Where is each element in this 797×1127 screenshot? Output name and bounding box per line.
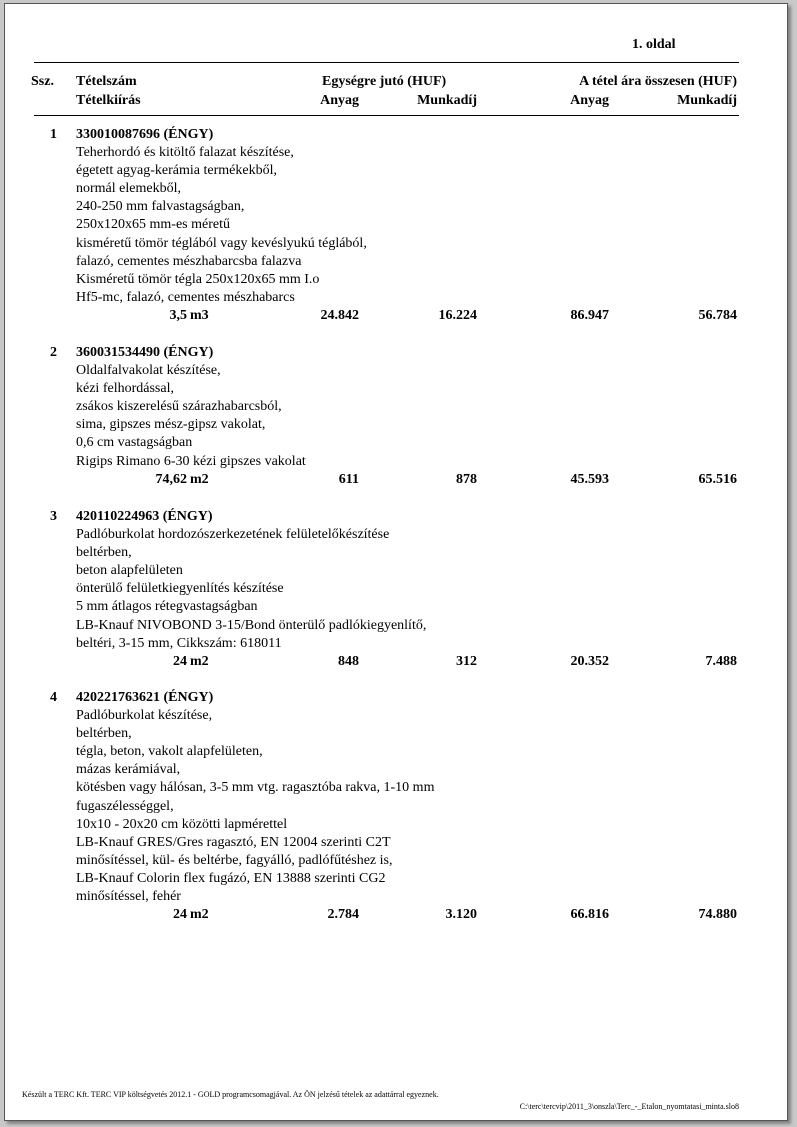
item-line: mázas kerámiával,	[76, 762, 181, 778]
item-line: normál elemekből,	[76, 181, 181, 197]
item-description	[76, 144, 367, 307]
item-line: 250x120x65 mm-es méretű	[76, 217, 230, 233]
item-line: LB-Knauf Colorin flex fugázó, EN 13888 szerinti CG2	[76, 870, 386, 886]
item-line: Hf5-mc, falazó, cementes mészhabarcs	[76, 289, 295, 305]
header-total-anyag: Anyag	[570, 93, 609, 108]
item-total-labor: 56.784	[698, 308, 737, 323]
item-line: beton alapfelületen	[76, 563, 183, 579]
header-total-munkadij: Munkadíj	[677, 93, 737, 108]
item-total-material: 20.352	[570, 654, 609, 669]
item-unit-material: 24.842	[320, 308, 359, 323]
item-values-row	[5, 653, 787, 671]
item-values-row	[5, 471, 787, 489]
item-total-labor: 74.880	[698, 907, 737, 922]
item-line: Kisméretű tömör tégla 250x120x65 mm I.o	[76, 271, 320, 287]
item-unit-material: 611	[338, 472, 359, 487]
item-line: Teherhordó és kitöltő falazat készítése,	[76, 145, 294, 161]
item-unit-labor: 16.224	[438, 308, 477, 323]
header-munkadij: Munkadíj	[417, 93, 477, 108]
item-number: 3	[50, 509, 57, 524]
item-values-row	[5, 307, 787, 325]
item-description	[76, 707, 434, 906]
item-number: 4	[50, 690, 57, 705]
item-line: kézi felhordással,	[76, 381, 174, 397]
item-line: beltérben,	[76, 726, 132, 742]
item-quantity: 3,5	[169, 308, 187, 323]
item-total-material: 66.816	[570, 907, 609, 922]
item-line: tégla, beton, vakolt alapfelületen,	[76, 744, 263, 760]
item-description	[76, 526, 426, 653]
item-line: minősítéssel, fehér	[76, 889, 181, 905]
item-line: minősítéssel, kül- és beltérbe, fagyálló, padlófűtéshez is,	[76, 852, 393, 868]
item-code: 420221763621 (ÉNGY)	[76, 690, 214, 705]
item-total-labor: 7.488	[705, 654, 737, 669]
item-total-material: 86.947	[570, 308, 609, 323]
item-unit-material: 2.784	[327, 907, 359, 922]
item-line: 240-250 mm falvastagságban,	[76, 199, 245, 215]
item-values-row	[5, 906, 787, 924]
item-code: 420110224963 (ÉNGY)	[76, 509, 213, 524]
header-bottom-rule	[34, 115, 739, 116]
footer-credit: Készült a TERC Kft. TERC VIP költségvetés 2012.1 - GOLD programcsomagjával. Az ÖN jelzésű tételek az adattárral egyeznek.	[22, 1090, 439, 1099]
item-line: beltéri, 3-15 mm, Cikkszám: 618011	[76, 635, 282, 651]
item-unit-labor: 312	[456, 654, 477, 669]
header-anyag: Anyag	[320, 93, 359, 108]
item-unit: m2	[190, 907, 209, 922]
item-unit-labor: 878	[456, 472, 477, 487]
item-number: 2	[50, 345, 57, 360]
header-osszesen: A tétel ára összesen (HUF)	[579, 74, 737, 89]
item-line: LB-Knauf NIVOBOND 3-15/Bond önterülő padlókiegyenlítő,	[76, 617, 427, 633]
item-line: Padlóburkolat készítése,	[76, 708, 213, 724]
header-tetelszam: Tételszám	[76, 74, 137, 89]
item-quantity: 74,62	[155, 472, 187, 487]
item-line: 10x10 - 20x20 cm közötti lapmérettel	[76, 816, 288, 832]
header-top-rule	[34, 62, 739, 63]
item-quantity: 24	[173, 654, 187, 669]
item-line: beltérben,	[76, 545, 132, 561]
item-code: 330010087696 (ÉNGY)	[76, 127, 214, 142]
footer-file-path: C:\terc\tercvip\2011_3\onszla\Terc_-_Etalon_nyomtatasi_minta.slo8	[519, 1102, 739, 1111]
item-unit: m3	[190, 308, 209, 323]
item-line: Rigips Rimano 6-30 kézi gipszes vakolat	[76, 453, 306, 469]
item-line: Padlóburkolat hordozószerkezetének felületelőkészítése	[76, 527, 390, 543]
item-line: 0,6 cm vastagságban	[76, 435, 193, 451]
item-unit-labor: 3.120	[445, 907, 477, 922]
header-tetelkiiras: Tételkiírás	[76, 93, 141, 108]
item-number: 1	[50, 127, 57, 142]
item-line: kisméretű tömör téglából vagy kevéslyukú téglából,	[76, 235, 367, 251]
item-line: LB-Knauf GRES/Gres ragasztó, EN 12004 szerinti C2T	[76, 834, 391, 850]
item-line: önterülő felületkiegyenlítés készítése	[76, 581, 284, 597]
item-unit-material: 848	[338, 654, 359, 669]
item-quantity: 24	[173, 907, 187, 922]
header-ssz: Ssz.	[31, 74, 54, 89]
page-number: 1. oldal	[632, 37, 676, 52]
item-line: zsákos kiszerelésű szárazhabarcsból,	[76, 399, 282, 415]
item-line: sima, gipszes mész-gipsz vakolat,	[76, 417, 266, 433]
item-line: fugaszélességgel,	[76, 798, 174, 814]
document-page	[4, 3, 788, 1121]
header-egysegre: Egységre jutó (HUF)	[322, 74, 447, 89]
item-unit: m2	[190, 654, 209, 669]
item-total-material: 45.593	[570, 472, 609, 487]
item-line: égetett agyag-kerámia termékekből,	[76, 163, 277, 179]
item-line: Oldalfalvakolat készítése,	[76, 363, 221, 379]
item-line: 5 mm átlagos rétegvastagságban	[76, 599, 258, 615]
item-line: falazó, cementes mészhabarcsba falazva	[76, 253, 302, 269]
item-unit: m2	[190, 472, 209, 487]
item-code: 360031534490 (ÉNGY)	[76, 345, 214, 360]
item-line: kötésben vagy hálósan, 3-5 mm vtg. ragasztóba rakva, 1-10 mm	[76, 780, 435, 796]
item-total-labor: 65.516	[698, 472, 737, 487]
item-description	[76, 362, 306, 471]
